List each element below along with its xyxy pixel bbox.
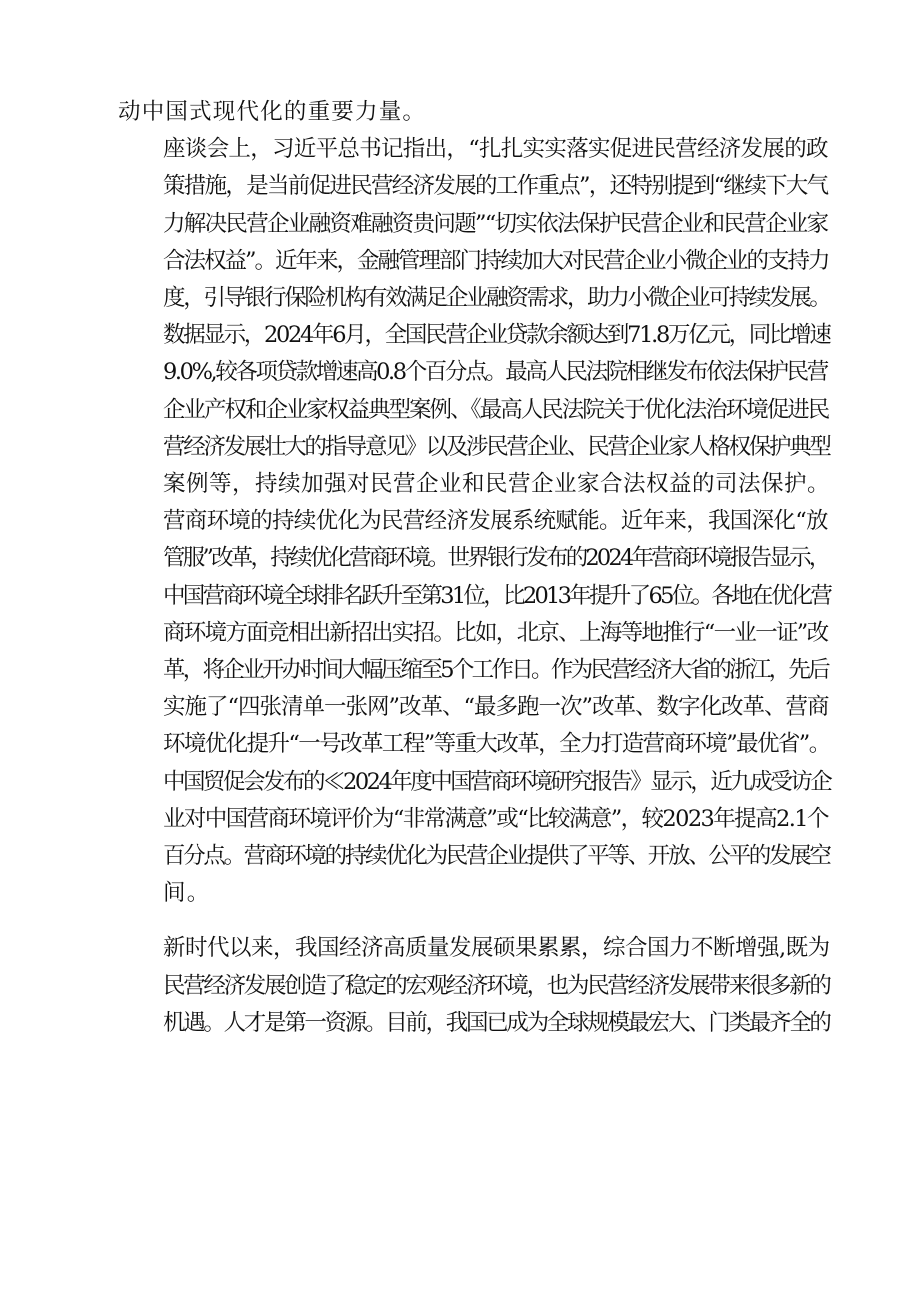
paragraph	[118, 94, 830, 131]
text-line: 中国贸促会发布的≪2024年度中国营商环境研究报告》显示，近九成受访企	[163, 768, 831, 795]
text-line: 民营经济发展创造了稳定的宏观经济环境，也为民营经济发展带来很多新的	[163, 972, 830, 999]
paragraph	[118, 131, 830, 503]
text-line: 度，引导银行保险机构有效满足企业融资需求，助力小微企业可持续发展。	[163, 285, 830, 312]
text-line: 力解决民营企业融资难融资贵问题”“切实依法保护民营企业和民营企业家	[163, 210, 828, 237]
text-line: 座谈会上，习近平总书记指出，“扎扎实实落实促进民营经济发展的政	[163, 136, 828, 163]
text-line: 合法权益”。近年来，金融管理部门持续加大对民营企业小微企业的支持力	[163, 247, 829, 274]
text-line: 业对中国营商环境评价为“非常满意”或“比较满意”，较2023年提高2.1个	[163, 805, 828, 832]
text-line: 中国营商环境全球排名跃升至第31位，比2013年提升了65位。各地在优化营	[163, 582, 831, 609]
text-line: 新时代以来，我国经济高质量发展硕果累累，综合国力不断增强,既为	[163, 935, 830, 962]
text-line: 实施了“四张清单一张网”改革、“最多跑一次”改革、数字化改革、营商	[163, 694, 829, 721]
text-line: 革，将企业开办时间大幅压缩至5个工作日。作为民营经济大省的浙江，先后	[163, 657, 829, 684]
document-body	[118, 94, 830, 1042]
text-line: 商环境方面竞相出新招出实招。比如，北京、上海等地推行“一业一证”改	[163, 619, 828, 646]
paragraph	[118, 930, 830, 1042]
text-line: 间。	[163, 880, 211, 907]
text-line: 企业产权和企业家权益典型案例、《最高人民法院关于优化法治环境促进民	[163, 396, 829, 423]
text-line: 管服”改革，持续优化营商环境。世界银行发布的2024年营商环境报告显示，	[163, 545, 829, 572]
text-line: 百分点。营商环境的持续优化为民营企业提供了平等、开放、公平的发展空	[163, 843, 830, 870]
text-line: 营商环境的持续优化为民营经济发展系统赋能。近年来，我国深化“放	[163, 508, 828, 535]
text-line: 动中国式现代化的重要力量。	[118, 99, 427, 125]
text-line: 案例等，持续加强对民营企业和民营企业家合法权益的司法保护。	[163, 471, 831, 498]
text-line: 机遇。人才是第一资源。目前，我国已成为全球规模最宏大、门类最齐全的	[163, 1009, 830, 1036]
text-line: 数据显示，2024年6月，全国民营企业贷款余额达到71.8万亿元，同比增速	[163, 322, 830, 349]
paragraph	[118, 503, 830, 912]
text-line: 策措施，是当前促进民营经济发展的工作重点”，还特别提到“继续下大气	[163, 173, 828, 200]
text-line: 9.0%,较各项贷款增速高0.8个百分点。最高人民法院相继发布依法保护民营	[163, 359, 827, 386]
text-line: 营经济发展壮大的指导意见》以及涉民营企业、民营企业家人格权保护典型	[163, 433, 830, 460]
text-line: 环境优化提升“一号改革工程”等重大改革，全力打造营商环境”最优省”。	[163, 731, 830, 758]
